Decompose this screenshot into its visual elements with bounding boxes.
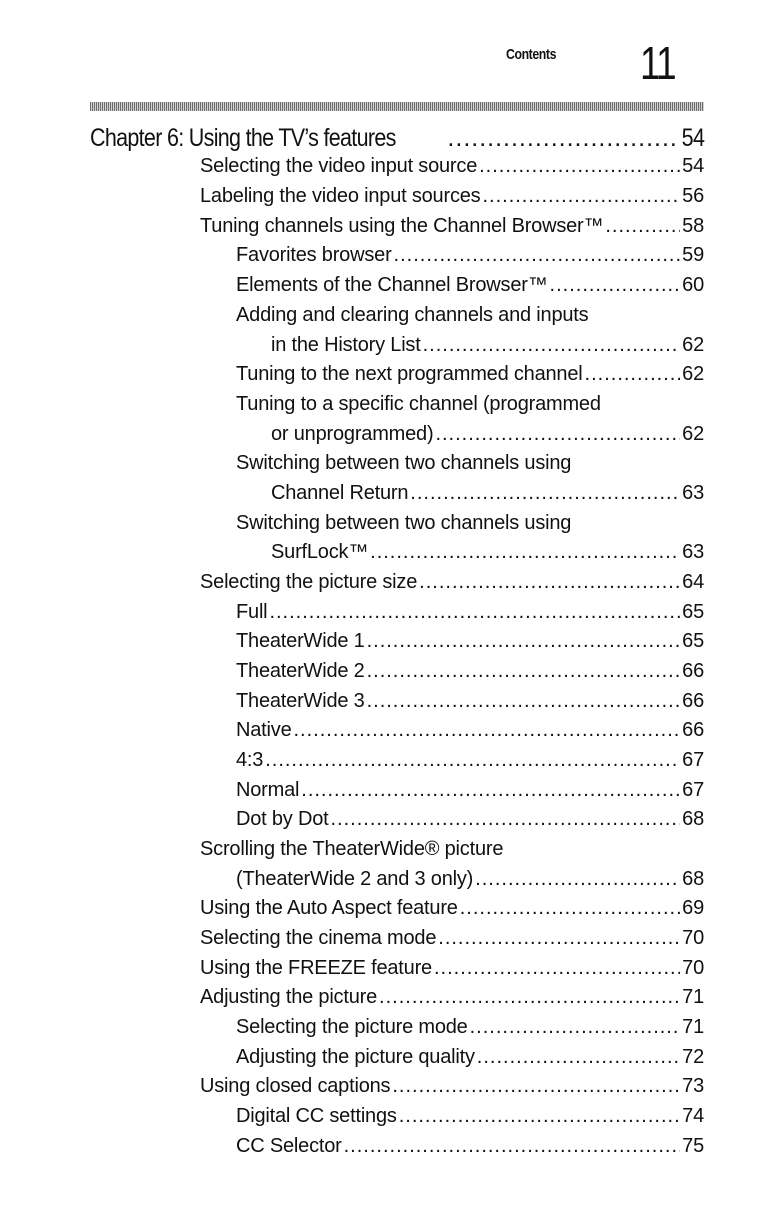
dot-leader bbox=[370, 541, 680, 564]
dot-leader bbox=[435, 423, 680, 446]
toc-entry-title: Selecting the picture mode bbox=[236, 1016, 468, 1038]
toc-entry[interactable] bbox=[200, 897, 704, 920]
dot-leader bbox=[399, 1105, 680, 1128]
running-head: Contents bbox=[506, 46, 557, 63]
toc-entry-page: 68 bbox=[682, 868, 704, 890]
toc-entry-title: Full bbox=[236, 601, 268, 623]
toc-entry-page: 66 bbox=[682, 690, 704, 712]
toc-entry-page: 66 bbox=[682, 660, 704, 682]
dot-leader bbox=[294, 719, 681, 742]
toc-entry-page: 60 bbox=[682, 274, 704, 296]
dot-leader bbox=[434, 957, 680, 980]
toc-entry-page: 62 bbox=[682, 423, 704, 445]
toc-entry[interactable] bbox=[200, 215, 704, 238]
toc-entry[interactable] bbox=[200, 571, 704, 594]
toc-entry-page: 73 bbox=[682, 1075, 704, 1097]
toc-entry-title: Tuning channels using the Channel Browser™ bbox=[200, 215, 604, 237]
toc-entry-title: 4:3 bbox=[236, 749, 264, 771]
toc-entry-title: Dot by Dot bbox=[236, 808, 329, 830]
toc-entry-title: TheaterWide 3 bbox=[236, 690, 365, 712]
toc-subentry[interactable] bbox=[236, 808, 704, 831]
toc-entry-page: 74 bbox=[682, 1105, 704, 1127]
toc-subentry-continuation[interactable] bbox=[271, 541, 704, 564]
dot-leader bbox=[379, 986, 680, 1009]
toc-subentry-continuation[interactable] bbox=[271, 423, 704, 446]
toc-subentry-first-line[interactable]: Adding and clearing channels and inputs bbox=[236, 304, 589, 326]
toc-entry-title: Selecting the video input source bbox=[200, 155, 478, 177]
toc-entry[interactable] bbox=[200, 927, 704, 950]
toc-subentry[interactable] bbox=[236, 749, 704, 772]
toc-entry-page: 67 bbox=[682, 749, 704, 771]
toc-subentry-continuation[interactable] bbox=[271, 334, 704, 357]
dot-leader bbox=[344, 1135, 681, 1158]
toc-entry-page: 54 bbox=[682, 155, 704, 177]
toc-subentry[interactable] bbox=[236, 1046, 704, 1069]
toc-subentry[interactable] bbox=[236, 1105, 704, 1128]
toc-entry-page: 75 bbox=[682, 1135, 704, 1157]
toc-entry[interactable] bbox=[200, 986, 704, 1009]
toc-entry-title: Adjusting the picture quality bbox=[236, 1046, 475, 1068]
dot-leader bbox=[419, 571, 680, 594]
toc-entry-title: in the History List bbox=[271, 334, 421, 356]
toc-subentry-first-line[interactable]: Tuning to a specific channel (programmed bbox=[236, 393, 601, 415]
toc-subentry-continuation[interactable] bbox=[271, 482, 704, 505]
toc-subentry-first-line[interactable]: Switching between two channels using bbox=[236, 452, 572, 474]
dot-leader bbox=[423, 334, 681, 357]
toc-subentry[interactable] bbox=[236, 630, 704, 653]
toc-subentry[interactable] bbox=[236, 1135, 704, 1158]
toc-entry-page: 62 bbox=[682, 363, 704, 385]
toc-entry-title: SurfLock™ bbox=[271, 541, 369, 563]
toc-entry-page: 59 bbox=[682, 244, 704, 266]
toc-chapter-title: Chapter 6: Using the TV’s features bbox=[90, 124, 396, 152]
dot-leader bbox=[392, 1075, 680, 1098]
dot-leader bbox=[470, 1016, 681, 1039]
dot-leader bbox=[605, 215, 680, 238]
toc-entry-title: (TheaterWide 2 and 3 only) bbox=[236, 868, 474, 890]
toc-entry-page: 62 bbox=[682, 334, 704, 356]
dot-leader bbox=[410, 482, 680, 505]
toc-entry-page: 70 bbox=[682, 957, 704, 979]
toc-entry-page: 66 bbox=[682, 719, 704, 741]
toc-entry-page: 63 bbox=[682, 482, 704, 504]
toc-subentry[interactable] bbox=[236, 601, 704, 624]
toc-entry-page: 67 bbox=[682, 779, 704, 801]
toc-entry-page: 71 bbox=[682, 986, 704, 1008]
toc-entry-title: Using closed captions bbox=[200, 1075, 391, 1097]
dot-leader bbox=[447, 124, 675, 153]
toc-subentry[interactable] bbox=[236, 690, 704, 713]
toc-entry-title: CC Selector bbox=[236, 1135, 342, 1157]
toc-entry-page: 70 bbox=[682, 927, 704, 949]
toc-entry-title: Adjusting the picture bbox=[200, 986, 378, 1008]
toc-entry-title: TheaterWide 1 bbox=[236, 630, 365, 652]
dot-leader bbox=[265, 749, 680, 772]
dot-leader bbox=[482, 185, 680, 208]
toc-entry-page: 71 bbox=[682, 1016, 704, 1038]
dot-leader bbox=[301, 779, 680, 802]
page-header bbox=[0, 0, 774, 100]
dot-leader bbox=[460, 897, 680, 920]
toc-subentry[interactable] bbox=[236, 244, 704, 267]
toc-entry-title: Favorites browser bbox=[236, 244, 392, 266]
toc-subentry[interactable] bbox=[236, 274, 704, 297]
toc-entry-title: Digital CC settings bbox=[236, 1105, 397, 1127]
dot-leader bbox=[585, 363, 681, 386]
toc-entry-page: 72 bbox=[682, 1046, 704, 1068]
dot-leader bbox=[367, 690, 681, 713]
dot-leader bbox=[475, 868, 680, 891]
toc-entry-title: Using the Auto Aspect feature bbox=[200, 897, 458, 919]
toc-subentry-first-line[interactable]: Switching between two channels using bbox=[236, 512, 572, 534]
dot-leader bbox=[394, 244, 681, 267]
toc-entry[interactable] bbox=[200, 957, 704, 980]
toc-entry-page: 58 bbox=[682, 215, 704, 237]
dot-leader bbox=[330, 808, 680, 831]
toc-entry-page: 69 bbox=[682, 897, 704, 919]
dot-leader bbox=[438, 927, 680, 950]
toc-subentry[interactable] bbox=[236, 1016, 704, 1039]
toc-chapter-entry[interactable] bbox=[90, 124, 704, 153]
dot-leader bbox=[367, 660, 681, 683]
toc-entry-title: TheaterWide 2 bbox=[236, 660, 365, 682]
header-rule bbox=[90, 102, 704, 111]
toc-entry-title: Elements of the Channel Browser™ bbox=[236, 274, 548, 296]
toc-subentry[interactable] bbox=[236, 660, 704, 683]
toc-entry-continuation[interactable] bbox=[236, 868, 704, 891]
toc-entry-title: Normal bbox=[236, 779, 300, 801]
toc-entry-title: Labeling the video input sources bbox=[200, 185, 481, 207]
toc-chapter-page: 54 bbox=[681, 124, 704, 152]
page-number: 11 bbox=[640, 37, 676, 89]
toc-entry-title: Native bbox=[236, 719, 292, 741]
toc-entry-title: Tuning to the next programmed channel bbox=[236, 363, 583, 385]
toc-entry-first-line[interactable]: Scrolling the TheaterWide® picture bbox=[200, 838, 504, 860]
toc-entry-page: 64 bbox=[682, 571, 704, 593]
toc-entry-page: 65 bbox=[682, 601, 704, 623]
toc-entry-page: 56 bbox=[682, 185, 704, 207]
toc-entry-page: 68 bbox=[682, 808, 704, 830]
dot-leader bbox=[477, 1046, 680, 1069]
toc-subentry[interactable] bbox=[236, 363, 704, 386]
toc-entry-title: Selecting the cinema mode bbox=[200, 927, 437, 949]
dot-leader bbox=[479, 155, 680, 178]
toc-entry-title: Using the FREEZE feature bbox=[200, 957, 432, 979]
toc-entry-page: 65 bbox=[682, 630, 704, 652]
dot-leader bbox=[269, 601, 680, 624]
toc-entry-page: 63 bbox=[682, 541, 704, 563]
dot-leader bbox=[550, 274, 681, 297]
toc-entry-title: Channel Return bbox=[271, 482, 409, 504]
toc-entry-title: or unprogrammed) bbox=[271, 423, 434, 445]
toc-entry-title: Selecting the picture size bbox=[200, 571, 418, 593]
toc-subentry[interactable] bbox=[236, 719, 704, 742]
toc-subentry[interactable] bbox=[236, 779, 704, 802]
dot-leader bbox=[367, 630, 681, 653]
toc-entry[interactable] bbox=[200, 1075, 704, 1098]
toc-entry[interactable] bbox=[200, 155, 704, 178]
toc-entry[interactable] bbox=[200, 185, 704, 208]
